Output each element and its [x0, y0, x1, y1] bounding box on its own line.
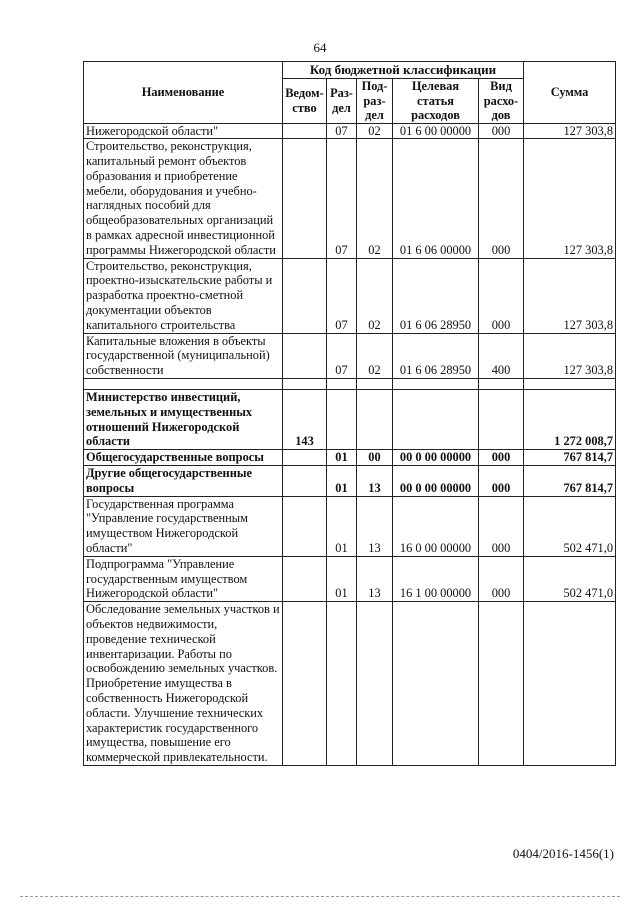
row-podrazdel — [357, 602, 393, 766]
row-podrazdel: 02 — [357, 139, 393, 258]
row-sum: 767 814,7 — [524, 450, 616, 466]
row-name: Государственная программа "Управление государственным имуществом Нижегородской области" — [84, 496, 283, 556]
row-razdel: 07 — [327, 333, 357, 378]
row-target-article: 16 0 00 00000 — [393, 496, 479, 556]
row-target-article — [393, 602, 479, 766]
row-target-article: 16 1 00 00000 — [393, 556, 479, 601]
row-sum: 127 303,8 — [524, 333, 616, 378]
row-vedomstvo — [283, 333, 327, 378]
row-podrazdel: 02 — [357, 258, 393, 333]
row-razdel: 01 — [327, 556, 357, 601]
row-razdel: 07 — [327, 258, 357, 333]
page-number: 64 — [313, 40, 327, 55]
table-row — [84, 496, 616, 556]
row-sum: 127 303,8 — [524, 139, 616, 258]
row-expense-type: 000 — [479, 258, 524, 333]
row-podrazdel: 13 — [357, 466, 393, 497]
header-target-article: Целевая статья расходов — [393, 79, 479, 124]
row-target-article: 01 6 06 28950 — [393, 333, 479, 378]
row-expense-type — [479, 602, 524, 766]
row-vedomstvo — [283, 466, 327, 497]
table-row — [84, 466, 616, 497]
row-expense-type — [479, 390, 524, 450]
row-vedomstvo — [283, 450, 327, 466]
header-name: Наименование — [84, 62, 283, 124]
header-razdel: Раз-дел — [327, 79, 357, 124]
row-vedomstvo — [283, 496, 327, 556]
table-row — [84, 390, 616, 450]
row-name: Нижегородской области" — [84, 123, 283, 139]
row-name: Другие общегосударственные вопросы — [84, 466, 283, 497]
row-podrazdel — [357, 390, 393, 450]
row-vedomstvo — [283, 123, 327, 139]
table-row — [84, 602, 616, 766]
row-expense-type: 000 — [479, 466, 524, 497]
row-podrazdel: 02 — [357, 333, 393, 378]
row-sum: 767 814,7 — [524, 466, 616, 497]
row-target-article: 00 0 00 00000 — [393, 466, 479, 497]
table-body — [84, 123, 616, 765]
header-classification-group: Код бюджетной классификации — [283, 62, 524, 79]
header-vedomstvo: Ведом-ство — [283, 79, 327, 124]
table-row-empty — [84, 379, 616, 390]
row-expense-type: 400 — [479, 333, 524, 378]
row-vedomstvo — [283, 602, 327, 766]
table-header — [84, 62, 616, 124]
row-sum: 1 272 008,7 — [524, 390, 616, 450]
header-podrazdel: Под-раз-дел — [357, 79, 393, 124]
row-podrazdel: 00 — [357, 450, 393, 466]
table-row — [84, 123, 616, 139]
header-sum: Сумма — [524, 62, 616, 124]
row-sum: 127 303,8 — [524, 123, 616, 139]
row-sum — [524, 602, 616, 766]
row-sum: 127 303,8 — [524, 258, 616, 333]
row-target-article: 01 6 06 28950 — [393, 258, 479, 333]
table-row — [84, 450, 616, 466]
table-row — [84, 556, 616, 601]
row-target-article: 00 0 00 00000 — [393, 450, 479, 466]
budget-table — [83, 61, 616, 766]
header-expense-type: Вид расхо-дов — [479, 79, 524, 124]
row-vedomstvo — [283, 139, 327, 258]
row-name: Обследование земельных участков и объектов недвижимости, проведение технической инвентаризации. Работы по освобождению земельных участков. Приобретение имущества в собственность Нижегородской области. Улучшение технических характеристик государственного имущества, повышение его коммерческой привлекательности. — [84, 602, 283, 766]
row-podrazdel: 13 — [357, 496, 393, 556]
row-target-article — [393, 390, 479, 450]
row-razdel — [327, 602, 357, 766]
page-bottom-divider — [20, 896, 620, 897]
row-target-article: 01 6 00 00000 — [393, 123, 479, 139]
row-name: Капитальные вложения в объекты государственной (муниципальной) собственности — [84, 333, 283, 378]
row-podrazdel: 02 — [357, 123, 393, 139]
row-razdel: 07 — [327, 139, 357, 258]
row-expense-type: 000 — [479, 496, 524, 556]
row-expense-type: 000 — [479, 123, 524, 139]
row-name: Подпрограмма "Управление государственным имуществом Нижегородской области" — [84, 556, 283, 601]
row-razdel: 07 — [327, 123, 357, 139]
row-vedomstvo — [283, 556, 327, 601]
row-razdel — [327, 390, 357, 450]
row-name: Общегосударственные вопросы — [84, 450, 283, 466]
row-razdel: 01 — [327, 466, 357, 497]
row-name: Министерство инвестиций, земельных и имущественных отношений Нижегородской области — [84, 390, 283, 450]
row-vedomstvo: 143 — [283, 390, 327, 450]
row-podrazdel: 13 — [357, 556, 393, 601]
row-razdel: 01 — [327, 496, 357, 556]
document-code: 0404/2016-1456(1) — [512, 846, 614, 861]
row-sum: 502 471,0 — [524, 556, 616, 601]
row-expense-type: 000 — [479, 556, 524, 601]
table-row — [84, 139, 616, 258]
row-expense-type: 000 — [479, 450, 524, 466]
row-target-article: 01 6 06 00000 — [393, 139, 479, 258]
row-name: Строительство, реконструкция, проектно-изыскательские работы и разработка проектно-сметной документации объектов капитального строительства — [84, 258, 283, 333]
row-razdel: 01 — [327, 450, 357, 466]
row-name: Строительство, реконструкция, капитальный ремонт объектов образования и приобретение мебели, оборудования и учебно-наглядных пособий для общеобразовательных организаций в рамках адресной инвестиционной программы Нижегородской области — [84, 139, 283, 258]
table-row — [84, 333, 616, 378]
row-vedomstvo — [283, 258, 327, 333]
row-expense-type: 000 — [479, 139, 524, 258]
table-row — [84, 258, 616, 333]
row-sum: 502 471,0 — [524, 496, 616, 556]
